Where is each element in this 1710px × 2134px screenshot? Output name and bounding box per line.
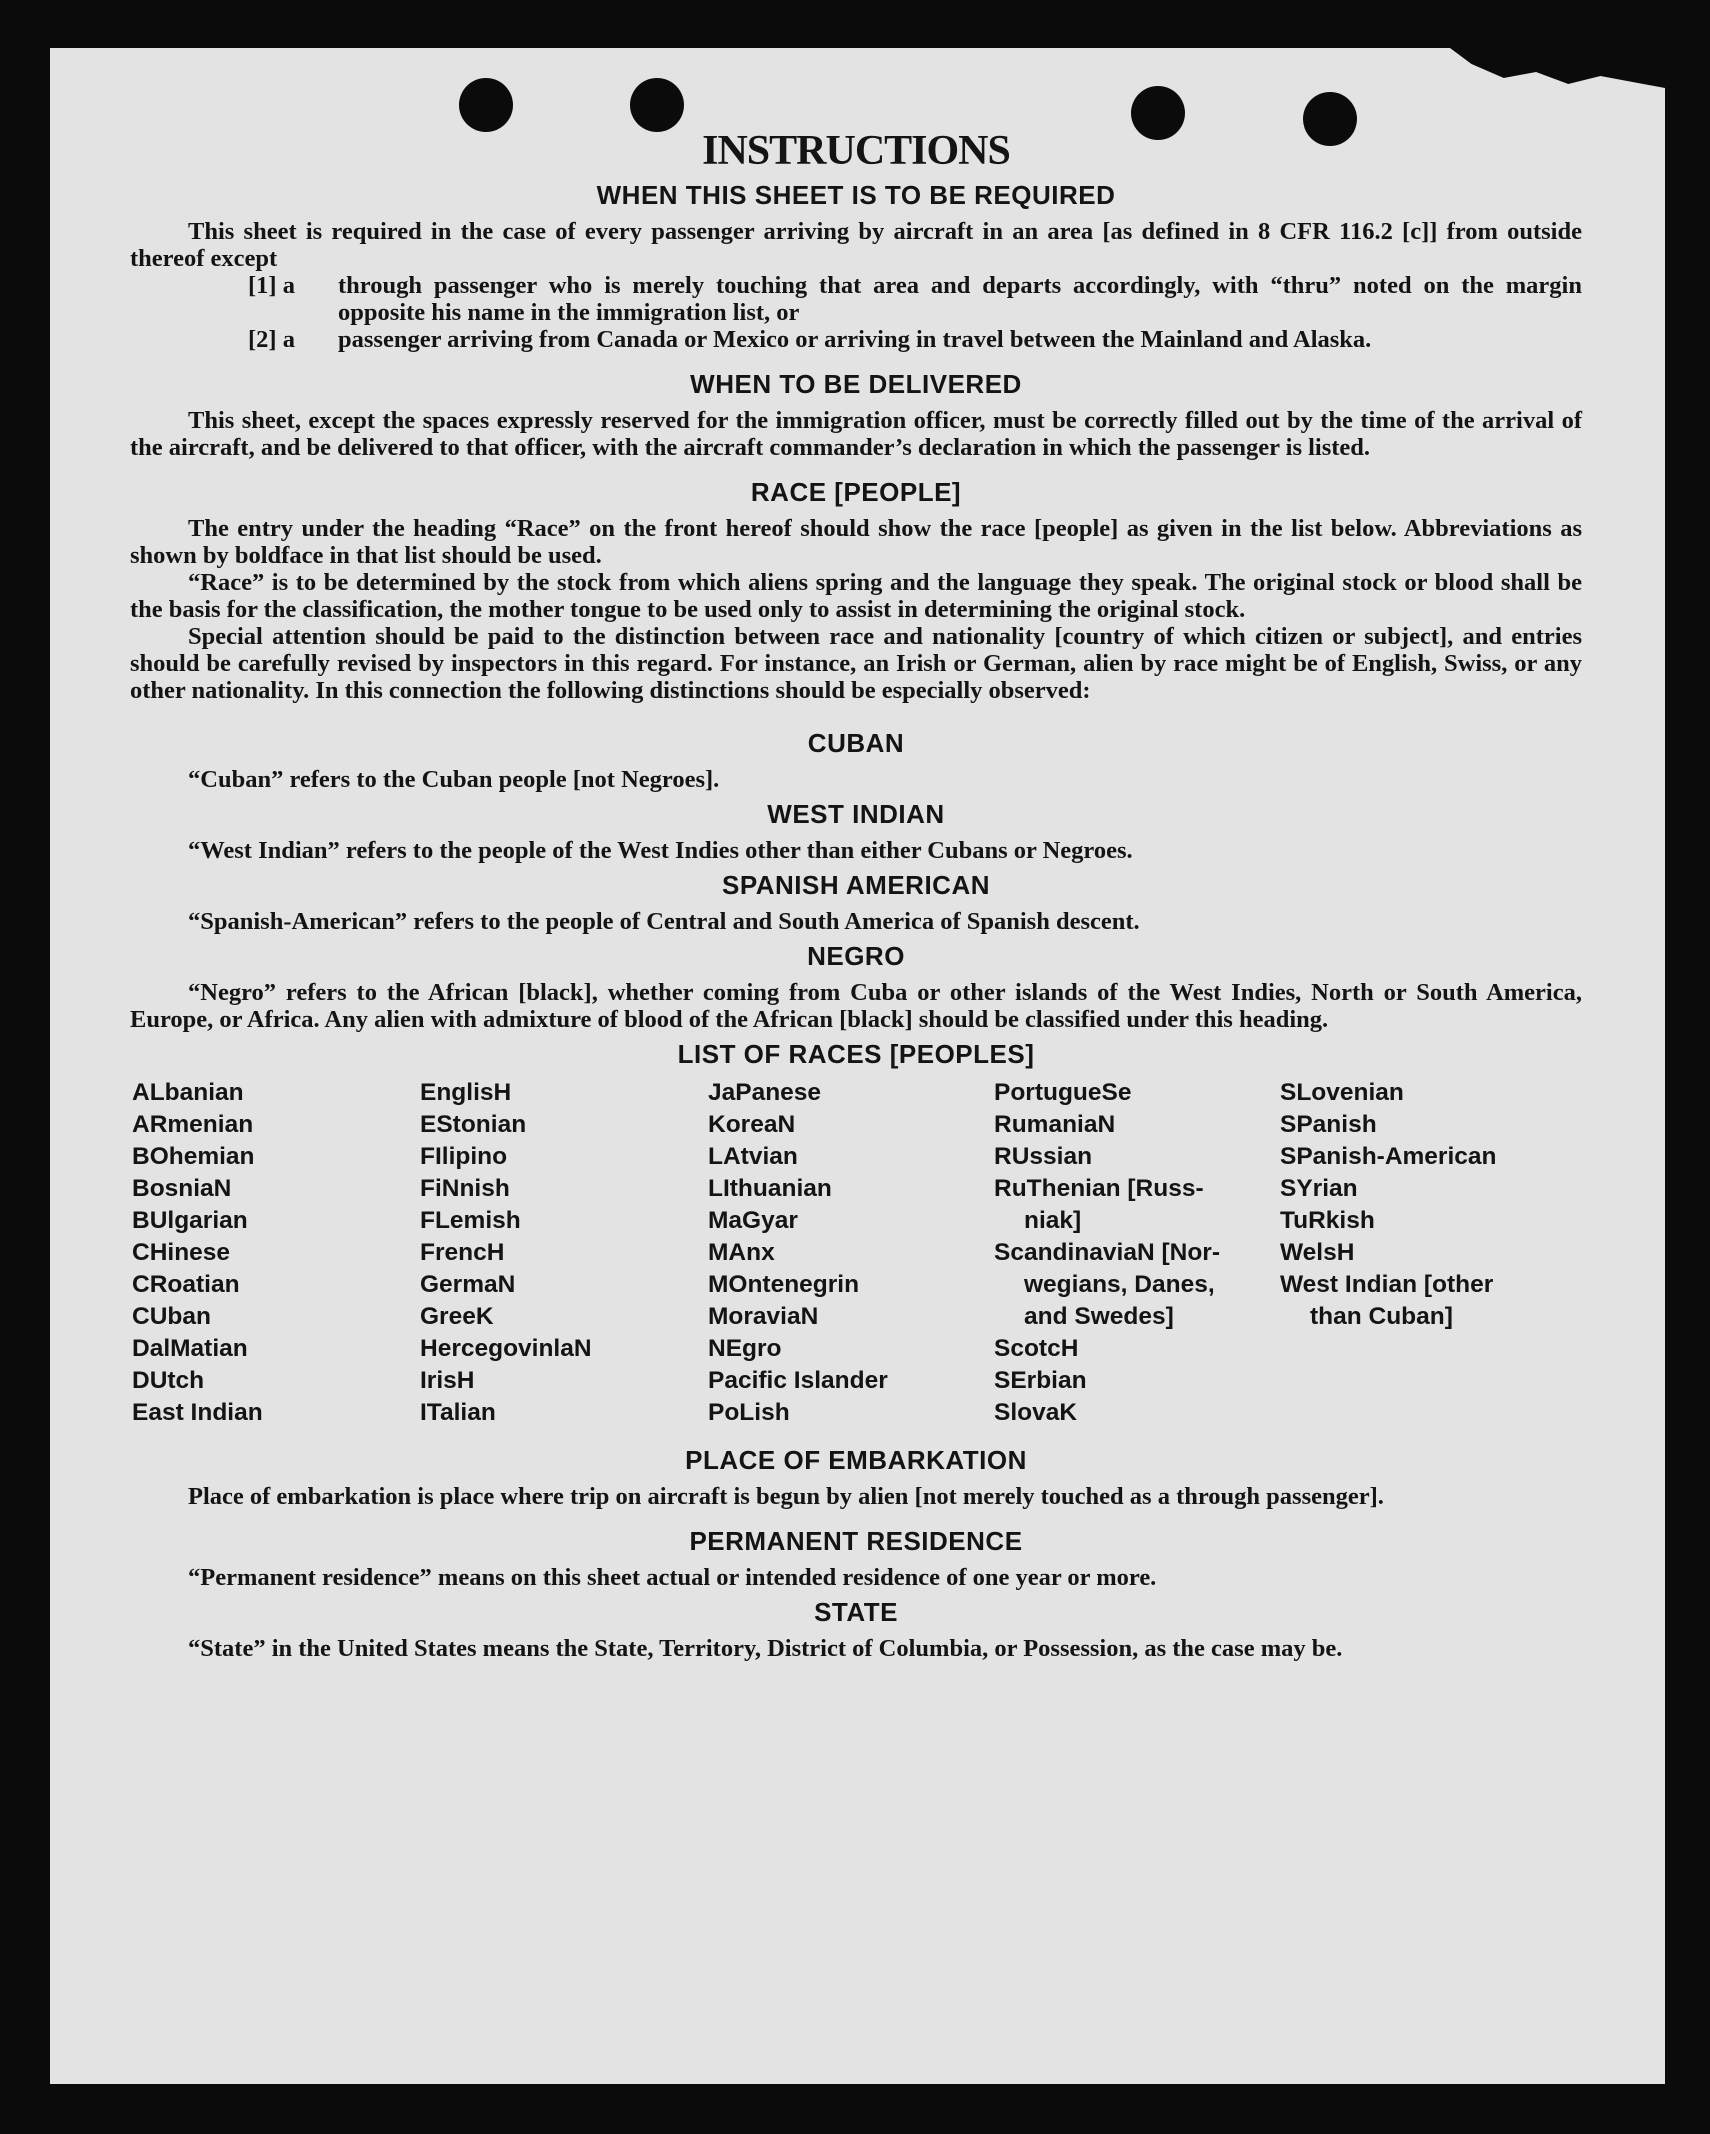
punch-hole (459, 78, 513, 132)
race-paragraph-3: Special attention should be paid to the distinction between race and nationality [country of which citizen or subject], and entries should be carefully revised by inspectors in this regard. For instance, an Irish or German, alien by race might be of English, Swiss, or any other nationality. In this connection the following distinctions should be especially observed: (130, 623, 1582, 704)
race-item: ScotcH (994, 1335, 1079, 1362)
race-item: MOntenegrin (708, 1271, 860, 1298)
race-item: SPanish-American (1280, 1143, 1497, 1170)
heading-permanent-residence: PERMANENT RESIDENCE (689, 1526, 1023, 1556)
race-item: SlovaK (994, 1399, 1078, 1426)
race-item: RumaniaN (994, 1111, 1116, 1138)
race-item: ITalian (420, 1399, 496, 1426)
race-item: TuRkish (1280, 1207, 1375, 1234)
race-item: DalMatian (132, 1335, 248, 1362)
race-item: East Indian (132, 1399, 263, 1426)
exception-text: passenger arriving from Canada or Mexico or arriving in travel between the Mainland and Alaska. (338, 326, 1372, 353)
document-page (50, 48, 1665, 2084)
cuban-text: “Cuban” refers to the Cuban people [not Negroes]. (188, 766, 720, 793)
exception-item (248, 272, 1582, 326)
race-item: GermaN (420, 1271, 516, 1298)
race-item: SErbian (994, 1367, 1087, 1394)
heading-races-list: LIST OF RACES [PEOPLES] (677, 1039, 1035, 1069)
race-item: CUban (132, 1303, 211, 1330)
race-item: ALbanian (132, 1079, 244, 1106)
race-item: FiNnish (420, 1175, 510, 1202)
race-item: LAtvian (708, 1143, 798, 1170)
race-item: NEgro (708, 1335, 782, 1362)
races-column (420, 1077, 708, 1429)
instructions-content (130, 128, 1582, 1662)
race-item: Pacific Islander (708, 1367, 888, 1394)
race-item: niak] (1024, 1207, 1082, 1234)
heading-when-delivered: WHEN TO BE DELIVERED (690, 369, 1022, 399)
heading-race: RACE [PEOPLE] (750, 477, 962, 507)
race-item: IrisH (420, 1367, 475, 1394)
exception-item (248, 326, 1582, 353)
heading-negro: NEGRO (807, 941, 905, 971)
races-column (708, 1077, 994, 1429)
race-item: KoreaN (708, 1111, 796, 1138)
race-item: BUlgarian (132, 1207, 248, 1234)
heading-cuban: CUBAN (807, 728, 905, 758)
race-item: CRoatian (132, 1271, 240, 1298)
exception-number: [1] a (248, 272, 295, 299)
races-list (132, 1077, 1582, 1429)
race-item: FrencH (420, 1239, 505, 1266)
race-item: than Cuban] (1310, 1303, 1453, 1330)
race-item: WelsH (1280, 1239, 1355, 1266)
state-text: “State” in the United States means the State, Territory, District of Columbia, or Possession, as the case may be. (188, 1635, 1343, 1662)
race-item: FLemish (420, 1207, 521, 1234)
race-item: LIthuanian (708, 1175, 832, 1202)
race-item: EStonian (420, 1111, 527, 1138)
race-item: PoLish (708, 1399, 790, 1426)
spanish-american-text: “Spanish-American” refers to the people of Central and South America of Spanish descent. (188, 908, 1140, 935)
race-item: SYrian (1280, 1175, 1358, 1202)
race-item: West Indian [other (1280, 1271, 1494, 1298)
heading-state: STATE (814, 1597, 898, 1627)
page-title: INSTRUCTIONS (702, 128, 1010, 174)
when-delivered-text: This sheet, except the spaces expressly reserved for the immigration officer, must be correctly filled out by the time of the arrival of the aircraft, and be delivered to that officer, with the aircraft commander’s declaration in which the passenger is listed. (130, 407, 1582, 461)
race-paragraph-2: “Race” is to be determined by the stock from which aliens spring and the language they speak. The original stock or blood shall be the basis for the classification, the mother tongue to be used only to assist in determining the original stock. (130, 569, 1582, 623)
exception-number: [2] a (248, 326, 295, 353)
embarkation-text: Place of embarkation is place where trip on aircraft is begun by alien [not merely touched as a through passenger]. (188, 1483, 1384, 1510)
races-column (994, 1077, 1280, 1429)
race-item: CHinese (132, 1239, 231, 1266)
heading-when-required: WHEN THIS SHEET IS TO BE REQUIRED (596, 180, 1116, 210)
race-item: SPanish (1280, 1111, 1377, 1138)
race-item: wegians, Danes, (1024, 1271, 1215, 1298)
race-item: and Swedes] (1024, 1303, 1174, 1330)
race-item: MoraviaN (708, 1303, 819, 1330)
race-item: DUtch (132, 1367, 205, 1394)
punch-hole (630, 78, 684, 132)
west-indian-text: “West Indian” refers to the people of the West Indies other than either Cubans or Negroes. (188, 837, 1133, 864)
race-item: ScandinaviaN [Nor- (994, 1239, 1220, 1266)
race-item: BosniaN (132, 1175, 232, 1202)
race-item: ARmenian (132, 1111, 254, 1138)
race-paragraph-1: The entry under the heading “Race” on the front hereof should show the race [people] as given in the list below. Abbreviations as shown by boldface in that list should be used. (130, 515, 1582, 569)
race-item: MAnx (708, 1239, 775, 1266)
heading-west-indian: WEST INDIAN (767, 799, 945, 829)
race-item: JaPanese (708, 1079, 822, 1106)
when-required-text: This sheet is required in the case of every passenger arriving by aircraft in an area [as defined in 8 CFR 116.2 [c]] from outside thereof except (130, 218, 1582, 272)
heading-spanish-american: SPANISH AMERICAN (721, 870, 990, 900)
race-item: GreeK (420, 1303, 494, 1330)
exception-text: through passenger who is merely touching that area and departs accordingly, with “thru” noted on the margin opposite his name in the immigration list, or (338, 272, 1582, 326)
exceptions-list (248, 272, 1582, 353)
races-column (1280, 1077, 1570, 1429)
races-column (132, 1077, 420, 1429)
heading-embarkation: PLACE OF EMBARKATION (685, 1445, 1027, 1475)
negro-text: “Negro” refers to the African [black], whether coming from Cuba or other islands of the West Indies, North or South America, Europe, or Africa. Any alien with admixture of blood of the African [black] should be classified under this heading. (130, 979, 1582, 1033)
race-item: BOhemian (132, 1143, 255, 1170)
race-item: RuThenian [Russ- (994, 1175, 1204, 1202)
race-item: MaGyar (708, 1207, 798, 1234)
race-item: EnglisH (420, 1079, 512, 1106)
race-item: RUssian (994, 1143, 1093, 1170)
race-item: SLovenian (1280, 1079, 1404, 1106)
residence-text: “Permanent residence” means on this sheet actual or intended residence of one year or more. (188, 1564, 1157, 1591)
race-item: PortugueSe (994, 1079, 1132, 1106)
torn-corner (1450, 48, 1665, 88)
race-item: FIlipino (420, 1143, 508, 1170)
race-item: HercegovinlaN (420, 1335, 592, 1362)
